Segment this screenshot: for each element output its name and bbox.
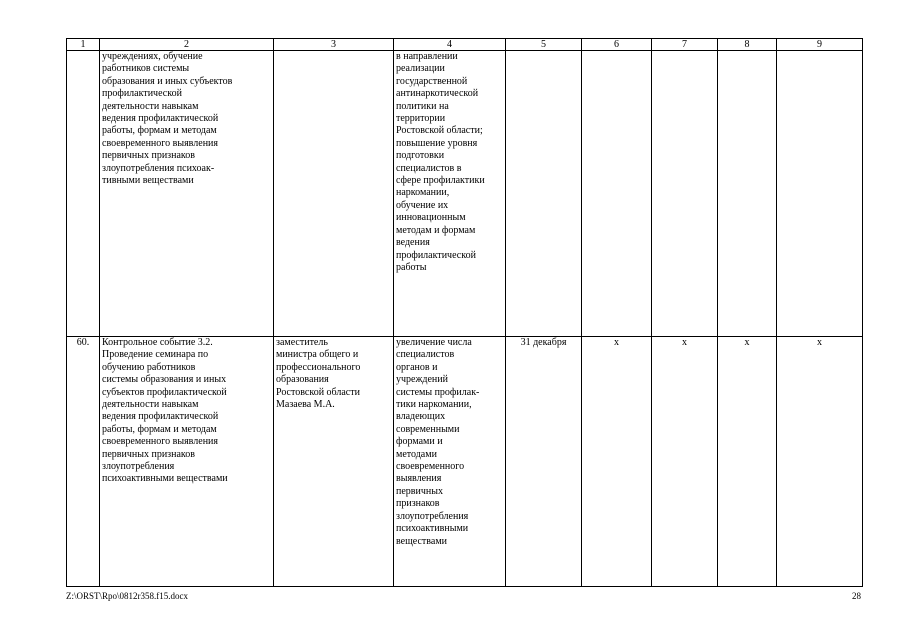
document-file-path: Z:\ORST\Rpo\0812r358.f15.docx bbox=[66, 591, 188, 601]
column-number-row bbox=[67, 39, 863, 51]
column-header: 3 bbox=[274, 39, 394, 51]
table-row bbox=[67, 337, 863, 587]
column-header: 1 bbox=[67, 39, 100, 51]
event-description: учреждениях, обучение работников системы образования и иных субъектов профилактической деятельности навыкам ведения профилактической работы, формам и методам своевременного выявления первичных признаков злоупотребления психоак- тивными веществами bbox=[100, 51, 274, 337]
row-number: 60. bbox=[67, 337, 100, 587]
column-9-value: х bbox=[777, 337, 863, 587]
column-header: 6 bbox=[582, 39, 652, 51]
column-header: 4 bbox=[394, 39, 506, 51]
column-7-value bbox=[652, 51, 718, 337]
event-description: Контрольное событие 3.2. Проведение семинара по обучению работников системы образования и иных субъектов профилактической деятельности навыкам ведения профилактической работы, формам и методам своевременного выявления первичных признаков злоупотребления психоактивными веществами bbox=[100, 337, 274, 587]
expected-result: увеличение числа специалистов органов и учреждений системы профилак- тики наркомании, владеющих современными формами и методами своевременного выявления первичных признаков злоупотребления психоактивными веществами bbox=[394, 337, 506, 587]
row-number bbox=[67, 51, 100, 337]
column-6-value bbox=[582, 51, 652, 337]
column-header: 9 bbox=[777, 39, 863, 51]
responsible-person bbox=[274, 51, 394, 337]
column-header: 7 bbox=[652, 39, 718, 51]
column-header: 8 bbox=[718, 39, 777, 51]
deadline-date: 31 декабря bbox=[506, 337, 582, 587]
column-header: 2 bbox=[100, 39, 274, 51]
expected-result: в направлении реализации государственной антинаркотической политики на территории Ростовской области; повышение уровня подготовки специалистов в сфере профилактики наркомании, обучение их инновационным методам и формам ведения профилактической работы bbox=[394, 51, 506, 337]
deadline-date bbox=[506, 51, 582, 337]
responsible-person: заместитель министра общего и профессионального образования Ростовской области Мазаева М.А. bbox=[274, 337, 394, 587]
column-7-value: х bbox=[652, 337, 718, 587]
column-9-value bbox=[777, 51, 863, 337]
plan-table bbox=[66, 38, 863, 587]
column-header: 5 bbox=[506, 39, 582, 51]
column-8-value bbox=[718, 51, 777, 337]
page-number: 28 bbox=[852, 591, 861, 601]
column-6-value: х bbox=[582, 337, 652, 587]
column-8-value: х bbox=[718, 337, 777, 587]
table-row bbox=[67, 51, 863, 337]
